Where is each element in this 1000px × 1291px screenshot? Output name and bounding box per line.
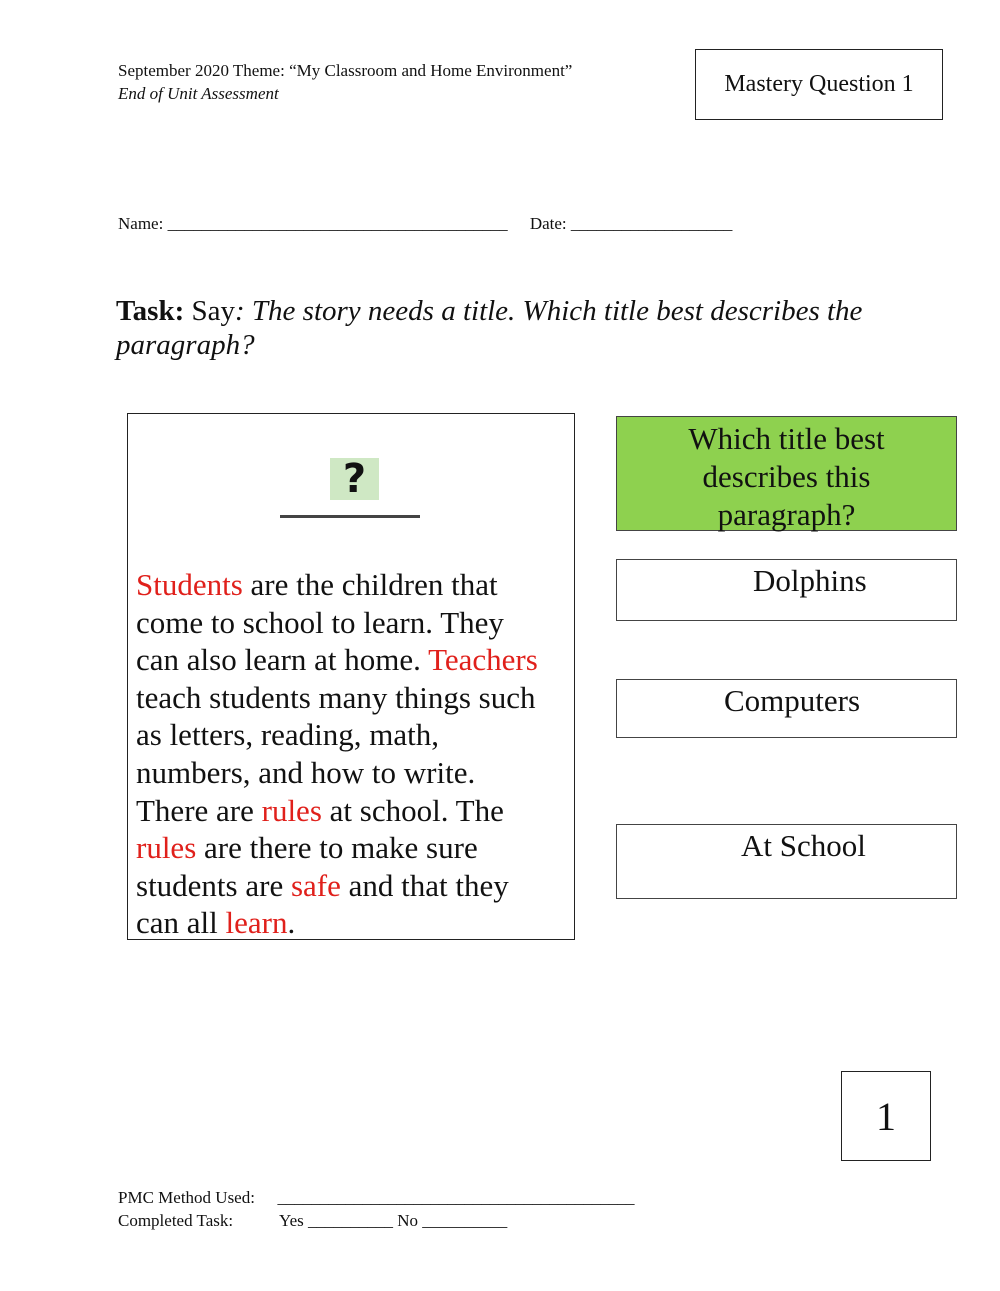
page-number: 1 — [876, 1093, 896, 1139]
question-prompt-box — [616, 416, 957, 531]
highlighted-word: learn — [225, 905, 288, 941]
date-label: Date: — [529, 214, 567, 233]
question-line: Which title best — [688, 421, 885, 456]
task-say: Say — [184, 295, 236, 327]
name-label: Name: — [118, 214, 164, 233]
no-label: No — [397, 1211, 419, 1230]
story-line — [136, 904, 572, 942]
story-text: can all — [136, 905, 226, 941]
story-line — [136, 716, 572, 754]
story-text: teach students many things such — [136, 679, 536, 715]
yes-field[interactable]: __________ — [308, 1211, 393, 1230]
highlighted-word: Teachers — [428, 642, 538, 678]
answer-option-computers[interactable] — [616, 679, 957, 738]
story-line — [136, 641, 572, 679]
task-instruction — [116, 294, 906, 362]
answer-option-label: At School — [741, 828, 866, 863]
yes-label: Yes — [279, 1211, 304, 1230]
story-text: and that they — [340, 867, 509, 903]
story-text: numbers, and how to write. — [136, 754, 476, 790]
highlighted-word: safe — [290, 867, 341, 903]
mastery-question-box — [695, 49, 943, 120]
story-text: at school. The — [321, 792, 504, 828]
story-paragraph — [136, 566, 572, 942]
mastery-question-label: Mastery Question 1 — [724, 71, 914, 97]
story-line — [136, 604, 572, 642]
answer-option-at-school[interactable] — [616, 824, 957, 899]
story-text: . — [287, 905, 296, 941]
story-text: can also learn at home. — [136, 642, 429, 678]
task-label: Task: — [116, 295, 185, 327]
title-blank-line — [280, 515, 420, 518]
footer-method-row — [118, 1187, 634, 1209]
question-line: describes this — [702, 459, 871, 494]
story-line — [136, 754, 572, 792]
answer-option-label: Dolphins — [753, 563, 867, 598]
task-prompt: : The story needs a title. Which title best describes the paragraph? — [116, 295, 863, 361]
highlighted-word: rules — [261, 792, 322, 828]
completed-label: Completed Task: — [118, 1211, 234, 1230]
answer-option-label: Computers — [724, 683, 861, 718]
story-line — [136, 792, 572, 830]
name-date-row — [118, 214, 732, 234]
theme-line: September 2020 Theme: “My Classroom and Home Environment” — [118, 61, 573, 80]
no-field[interactable]: __________ — [422, 1211, 508, 1230]
story-text: come to school to learn. They — [136, 604, 504, 640]
story-text: are the children that — [242, 567, 498, 602]
assessment-subtitle: End of Unit Assessment — [118, 84, 279, 103]
story-line — [136, 829, 572, 867]
question-mark-icon: ? — [330, 458, 379, 500]
footer-completed-row — [118, 1210, 507, 1232]
story-line — [136, 867, 572, 905]
story-text: are there to make sure — [196, 830, 478, 866]
answer-option-dolphins[interactable] — [616, 559, 957, 621]
date-field[interactable]: ___________________ — [570, 214, 733, 233]
story-line — [136, 566, 572, 604]
name-field[interactable]: ________________________________________ — [167, 214, 508, 233]
highlighted-word: Students — [136, 567, 243, 602]
question-line: paragraph? — [717, 497, 856, 532]
page-number-box — [841, 1071, 931, 1161]
story-text: There are — [136, 792, 262, 828]
story-text: students are — [136, 867, 291, 903]
method-label: PMC Method Used: — [118, 1188, 255, 1207]
method-field[interactable]: __________________________________________ — [277, 1188, 635, 1207]
story-text: as letters, reading, math, — [136, 717, 440, 753]
highlighted-word: rules — [136, 830, 197, 866]
story-line — [136, 679, 572, 717]
